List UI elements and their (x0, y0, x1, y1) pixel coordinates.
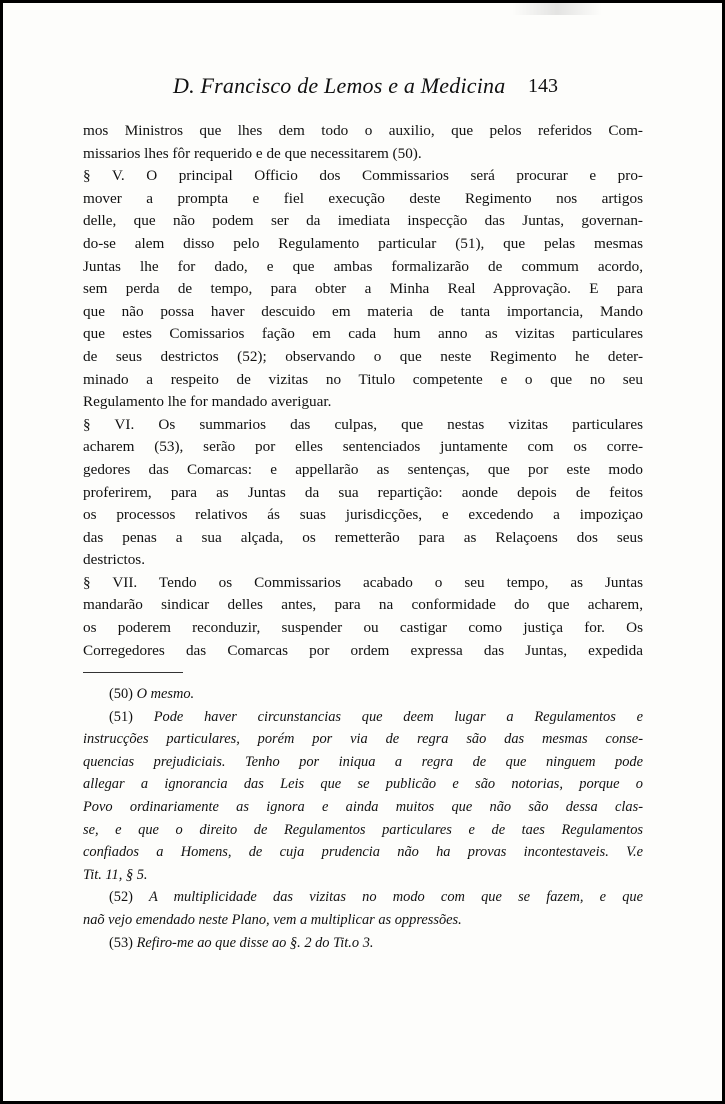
footnote-line: confiados a Homens, de cuja prudencia não ha provas incontestaveis. V.e (83, 844, 643, 861)
text-line: § V. O principal Officio dos Commissarios será procurar e pro- (83, 167, 643, 185)
page-header (173, 73, 722, 105)
text-line: missarios lhes fôr requerido e de que necessitarem (50). (83, 144, 422, 162)
text-line: os processos relativos ás suas jurisdicções, e excedendo a impoziçao (83, 506, 643, 524)
footnote-number: (52) (109, 889, 133, 906)
footnote-line: instrucções particulares, porém por via de regra são das mesmas conse- (83, 731, 643, 748)
footnotes (83, 683, 643, 954)
running-title: D. Francisco de Lemos e a Medicina (173, 73, 506, 98)
footnote-51 (83, 706, 643, 729)
footnote-number: (53) (109, 934, 133, 951)
text-line: das penas a sua alçada, os remetterão para as Relaçoens dos seus (83, 528, 643, 546)
footnote-52 (83, 886, 643, 909)
footnote-divider (83, 672, 183, 673)
footnote-line: allegar a ignorancia das Leis que se publicão e são notorias, porque o (83, 776, 643, 793)
scan-smudge (512, 3, 602, 15)
text-line: do-se alem disso pelo Regulamento particular (51), que pelas mesmas (83, 234, 643, 252)
text-line: mos Ministros que lhes dem todo o auxilio, que pelos referidos Com- (83, 122, 643, 139)
footnote-line: Tit. 11, § 5. (83, 866, 148, 883)
footnote-53 (83, 932, 643, 955)
text-line: sem perda de tempo, para obter a Minha Real Approvação. E para (83, 280, 643, 298)
text-line: de seus destrictos (52); observando o que neste Regimento he deter- (83, 347, 643, 365)
footnote-line: naõ vejo emendado neste Plano, vem a multiplicar as oppressões. (83, 911, 462, 928)
text-line: delle, que não podem ser da imediata inspecção das Juntas, governan- (83, 212, 643, 230)
text-line: mover a prompta e fiel execução deste Regimento nos artigos (83, 189, 643, 207)
text-line: que estes Comissarios fação em cada hum anno as vizitas particulares (83, 325, 643, 343)
text-line: § VII. Tendo os Commissarios acabado o seu tempo, as Juntas (83, 573, 643, 591)
footnote-line: Povo ordinariamente as ignora e ainda muitos que não são dessa clas- (83, 798, 643, 815)
footnote-text: O mesmo. (136, 686, 195, 702)
footnote-text: Pode haver circunstancias que deem lugar a Regulamentos e (153, 708, 643, 725)
text-line: Corregedores das Comarcas por ordem expressa das Juntas, expedida (83, 641, 643, 659)
footnote-text: A multiplicidade das vizitas no modo com que se fazem, e que (148, 889, 644, 906)
text-line: § VI. Os summarios das culpas, que nestas vizitas particulares (83, 415, 643, 433)
text-line: acharem (53), serão por elles sentenciados juntamente com os corre- (83, 438, 643, 456)
text-line: minado a respeito de vizitas no Titulo competente e o que no seu (83, 370, 643, 388)
footnote-number: (50) (109, 686, 133, 702)
text-line: Juntas lhe for dado, e que ambas formalizarão de commum acordo, (83, 257, 643, 275)
text-line: proferirem, para as Juntas da sua repartição: aonde depois de feitos (83, 483, 643, 501)
footnote-number: (51) (109, 708, 133, 725)
footnote-line: se, e que o direito de Regulamentos particulares e de taes Regulamentos (83, 821, 643, 838)
page-number: 143 (528, 75, 558, 97)
text-line: os poderem reconduzir, suspender ou castigar como justiça for. Os (83, 619, 643, 637)
text-line: que não possa haver descuido em materia de tanta importancia, Mando (83, 302, 643, 320)
text-line: Regulamento lhe for mandado averiguar. (83, 393, 332, 411)
text-line: destrictos. (83, 551, 146, 569)
text-line: mandarão sindicar delles antes, para na conformidade do que acharem, (83, 596, 643, 614)
main-text (83, 120, 643, 662)
footnote-line: quencias prejudiciais. Tenho por iniqua a regra de que ninguem pode (83, 753, 643, 770)
footnote-50 (83, 683, 643, 706)
text-line: gedores das Comarcas: e appellarão as sentenças, que por este modo (83, 460, 643, 478)
footnote-text: Refiro-me ao que disse ao §. 2 do Tit.o 3. (136, 934, 374, 951)
